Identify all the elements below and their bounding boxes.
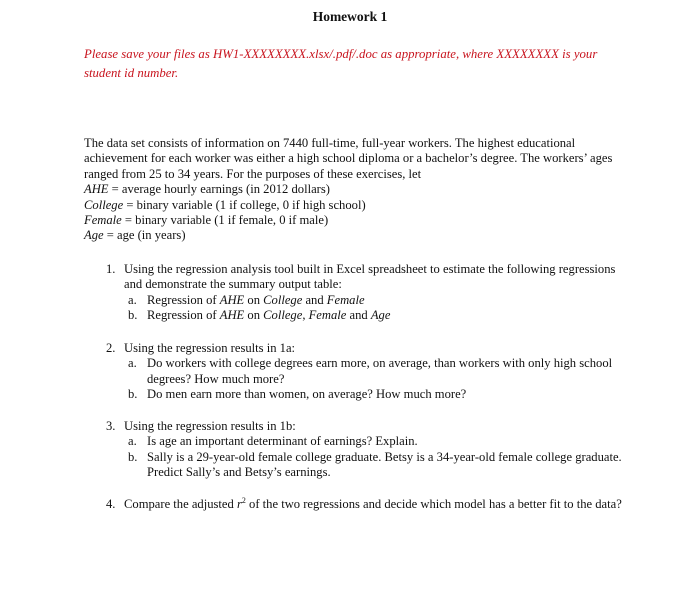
definition-desc: = average hourly earnings (in 2012 dollars) — [108, 182, 330, 197]
variable: AHE — [219, 308, 245, 323]
question-text: Using the regression results in 1b: — [124, 419, 296, 433]
sub-letter: a. — [128, 356, 137, 371]
question-1 — [106, 262, 626, 324]
text-run: , — [302, 308, 309, 323]
question-text: Using the regression analysis tool built in Excel spreadsheet to estimate the following regressions and demonstrate the summary output table: — [124, 262, 616, 292]
variable: Female — [308, 308, 347, 323]
question-text: Using the regression results in 1a: — [124, 341, 296, 355]
definition-female — [84, 213, 624, 228]
intro-paragraph: The data set consists of information on 7440 full-time, full-year workers. The highest educational achievement for each worker was either a high school diploma or a bachelor’s degree. The workers’ ages ranged from 25 to 34 years. For the purposes of these exercises, let — [84, 136, 613, 181]
variable: AHE — [219, 292, 245, 307]
question-3 — [106, 419, 626, 481]
question-2b — [128, 387, 626, 402]
exponent: 2 — [241, 495, 246, 505]
question-number: 1. — [106, 262, 116, 276]
definition-age — [84, 228, 624, 243]
question-3b — [128, 450, 626, 481]
sub-letter: a. — [128, 434, 137, 449]
sub-text — [147, 308, 626, 323]
text-run: Regression of — [147, 292, 220, 307]
sub-text: Do men earn more than women, on average? How much more? — [147, 387, 467, 402]
text-run: on — [244, 292, 264, 307]
definition-desc: = binary variable (1 if female, 0 if male) — [121, 213, 329, 228]
definition-desc: = binary variable (1 if college, 0 if high school) — [123, 197, 366, 212]
sub-letter: b. — [128, 308, 138, 323]
variable: College — [263, 292, 303, 307]
question-number: 3. — [106, 419, 116, 433]
definition-desc: = age (in years) — [103, 228, 186, 243]
question-1b — [128, 308, 626, 323]
question-number: 2. — [106, 341, 116, 355]
question-2 — [106, 341, 626, 403]
sub-letter: b. — [128, 449, 138, 464]
text-run: of the two regressions and decide which model has a better fit to the data? — [245, 497, 622, 511]
text-run: Compare the adjusted — [124, 497, 237, 511]
variable: Female — [326, 292, 365, 307]
question-4 — [106, 497, 626, 512]
text-run: and — [302, 292, 327, 307]
text-run: on — [244, 308, 264, 323]
text-run: Regression of — [147, 308, 220, 323]
sub-text: Sally is a 29-year-old female college graduate. Betsy is a 34-year-old female college graduate. Predict Sally’s and Betsy’s earnings. — [147, 449, 622, 480]
definition-college — [84, 198, 624, 213]
file-naming-notice: Please save your files as HW1-XXXXXXXX.xlsx/.pdf/.doc as appropriate, where XXXXXXXX is your student id number. — [84, 47, 598, 80]
page-title: Homework 1 — [312, 9, 388, 24]
sub-text: Do workers with college degrees earn more, on average, than workers with only high school degrees? How much more? — [147, 356, 613, 386]
question-2a — [128, 356, 626, 387]
question-3a — [128, 434, 626, 449]
sub-text: Is age an important determinant of earnings? Explain. — [147, 434, 418, 449]
question-number: 4. — [106, 497, 116, 511]
sub-text — [147, 293, 626, 308]
variable: College — [263, 308, 303, 323]
definition-term: AHE — [84, 182, 109, 197]
intro-section — [84, 136, 624, 244]
question-text — [124, 497, 626, 512]
sub-letter: b. — [128, 387, 138, 402]
question-1a — [128, 293, 626, 308]
definition-term: Age — [84, 228, 104, 243]
variable: r — [236, 497, 242, 511]
definition-ahe — [84, 182, 624, 197]
text-run: and — [346, 308, 371, 323]
definition-term: College — [84, 197, 124, 212]
sub-letter: a. — [128, 292, 137, 307]
definition-term: Female — [84, 213, 122, 228]
variable: Age — [370, 308, 391, 323]
